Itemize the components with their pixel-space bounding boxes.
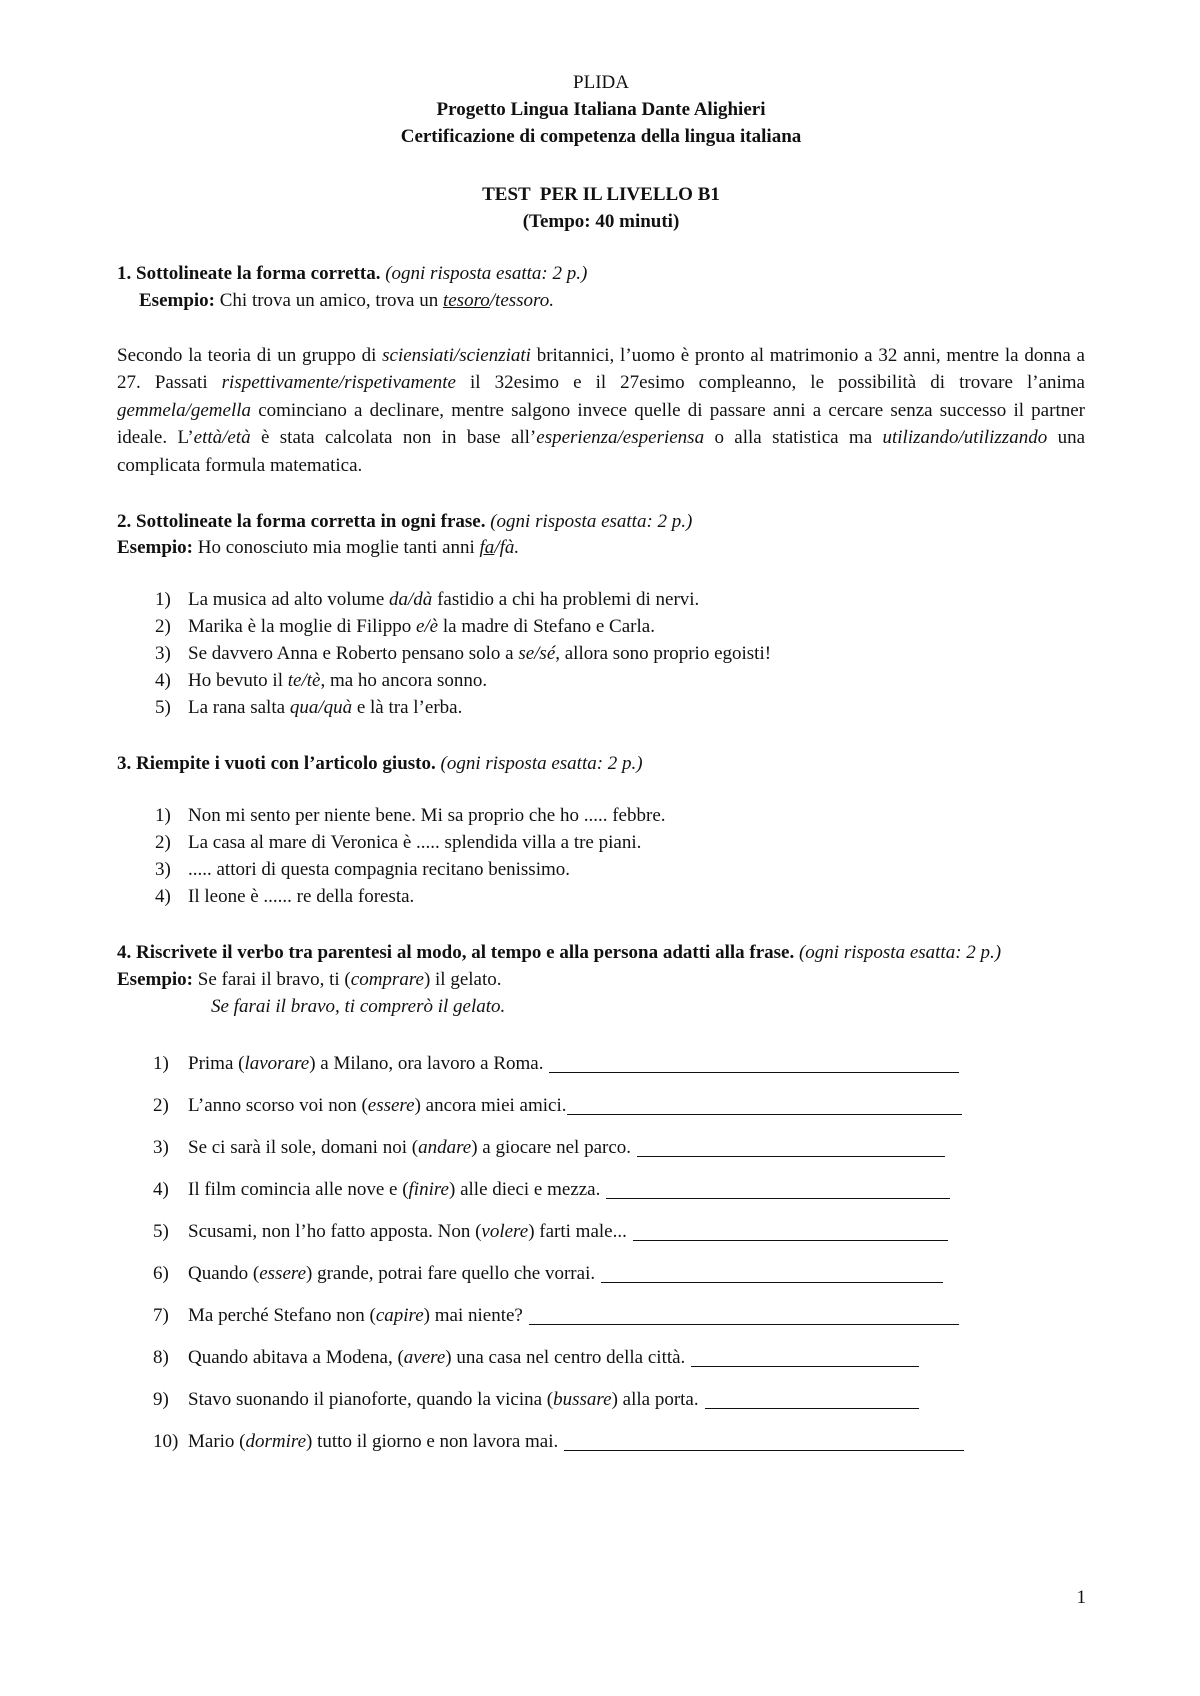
answer-line[interactable] <box>564 1429 964 1451</box>
list-item <box>117 614 1085 641</box>
item-text: Stavo suonando il pianoforte, quando la vicina ( <box>188 1389 554 1411</box>
section-4-note: (ogni risposta esatta: 2 p.) <box>798 942 1002 964</box>
para-text: cominciano a declinare, mentre salgono invece quelle di passare anni a cercare senza successo il partner ideale. L’ <box>117 399 1085 449</box>
example-label: Esempio: <box>117 537 193 559</box>
item-verb: capire <box>375 1305 424 1327</box>
test-time: (Tempo: 40 minuti) <box>522 210 680 232</box>
item-verb: bussare <box>553 1389 612 1411</box>
item-text: Ma perché Stefano non ( <box>188 1305 376 1327</box>
list-item <box>117 830 1085 857</box>
section-2-list <box>117 587 1085 722</box>
item-verb: finire <box>408 1179 449 1201</box>
item-text: e là tra l’erba. <box>356 697 463 719</box>
para-text: britannici, l’uomo è pronto al matrimonio a 32 anni, mentre la donna a 27. Passati <box>117 344 1085 394</box>
item-verb: andare <box>418 1137 472 1159</box>
item-number: 2) <box>155 832 171 854</box>
section-3-list <box>117 803 1085 911</box>
section-2 <box>117 509 1085 723</box>
example-correct-option: tesoro <box>442 289 490 311</box>
para-text: o alla statistica ma <box>714 427 873 449</box>
answer-line[interactable] <box>633 1219 948 1241</box>
item-text: ) farti male... <box>528 1221 627 1243</box>
item-number: 2) <box>153 1095 169 1117</box>
list-item <box>117 1135 1085 1177</box>
item-text: , ma ho ancora sonno. <box>320 670 488 692</box>
item-number: 1) <box>153 1053 169 1075</box>
example-label: Esempio: <box>117 969 193 991</box>
item-text: ) una casa nel centro della città. <box>445 1347 686 1369</box>
item-text: ) alla porta. <box>611 1389 699 1411</box>
item-text: Scusami, non l’ho fatto apposta. Non ( <box>188 1221 482 1243</box>
test-title-block <box>117 182 1085 236</box>
answer-line[interactable] <box>601 1261 943 1283</box>
section-1-paragraph <box>117 342 1085 480</box>
item-number: 5) <box>153 1221 169 1243</box>
para-text: una complicata formula matematica. <box>117 427 1085 476</box>
item-verb: dormire <box>245 1431 307 1453</box>
section-1-example <box>139 288 1085 315</box>
item-text: La rana salta <box>188 697 286 719</box>
item-text: , allora sono proprio egoisti! <box>555 643 772 665</box>
org-name: PLIDA <box>573 72 629 93</box>
section-4-title <box>117 940 1085 967</box>
item-number: 9) <box>153 1389 169 1411</box>
list-item <box>117 1219 1085 1261</box>
item-number: 10) <box>153 1431 179 1453</box>
section-3-title <box>117 751 1085 778</box>
answer-line[interactable] <box>549 1051 959 1073</box>
choice-option[interactable]: te/tè <box>287 670 321 692</box>
choice-option[interactable]: se/sé <box>518 643 556 665</box>
item-number: 8) <box>153 1347 169 1369</box>
example-text: Ho conosciuto mia moglie tanti anni <box>197 537 475 559</box>
section-1-title <box>117 261 1085 288</box>
list-item <box>117 1303 1085 1345</box>
item-text: Marika è la moglie di Filippo <box>188 616 412 638</box>
section-3 <box>117 751 1085 911</box>
list-item <box>117 1261 1085 1303</box>
item-text: Prima ( <box>188 1053 245 1075</box>
list-item <box>117 641 1085 668</box>
certification-name: Certificazione di competenza della lingua italiana <box>400 125 802 147</box>
section-4-heading: 4. Riscrivete il verbo tra parentesi al modo, al tempo e alla persona adatti alla frase. <box>117 942 795 964</box>
item-verb: volere <box>481 1221 529 1243</box>
item-text: ) a giocare nel parco. <box>471 1137 632 1159</box>
item-verb: avere <box>403 1347 446 1369</box>
item-number: 7) <box>153 1305 169 1327</box>
item-text: Se ci sarà il sole, domani noi ( <box>188 1137 419 1159</box>
example-verb: comprare <box>350 969 424 991</box>
document-header <box>117 70 1085 151</box>
answer-line[interactable] <box>529 1303 959 1325</box>
section-4 <box>117 940 1085 1471</box>
example-other-option: /fà. <box>494 537 520 559</box>
page-number: 1 <box>1076 1587 1086 1609</box>
item-text: Se davvero Anna e Roberto pensano solo a <box>188 643 514 665</box>
item-number: 3) <box>153 1137 169 1159</box>
section-1 <box>117 261 1085 480</box>
item-verb: essere <box>367 1095 415 1117</box>
test-title: TEST PER IL LIVELLO B1 <box>482 183 720 205</box>
list-item <box>117 668 1085 695</box>
list-item <box>117 1387 1085 1429</box>
item-number: 6) <box>153 1263 169 1285</box>
example-text: ) il gelato. <box>423 969 502 991</box>
section-2-title <box>117 509 1085 536</box>
section-2-heading: 2. Sottolineate la forma corretta in ogni frase. <box>117 510 486 532</box>
list-item <box>117 803 1085 830</box>
list-item <box>117 884 1085 911</box>
item-text: L’anno scorso voi non ( <box>188 1095 368 1117</box>
list-item <box>117 1093 1085 1135</box>
answer-line[interactable] <box>691 1345 919 1367</box>
item-number: 4) <box>155 670 171 692</box>
item-number: 4) <box>153 1179 169 1201</box>
section-2-example <box>117 535 1085 562</box>
answer-line[interactable] <box>637 1135 945 1157</box>
section-4-example <box>117 967 1085 994</box>
item-text[interactable]: La casa al mare di Veronica è ..... splendida villa a tre piani. <box>188 832 642 854</box>
answer-line[interactable] <box>606 1177 950 1199</box>
example-text: Chi trova un amico, trova un <box>219 289 439 311</box>
item-text[interactable]: ..... attori di questa compagnia recitano benissimo. <box>188 859 571 881</box>
choice-option[interactable]: da/dà <box>389 589 433 611</box>
item-text: Ho bevuto il <box>188 670 283 692</box>
item-text: Mario ( <box>188 1431 246 1453</box>
list-item <box>117 1051 1085 1093</box>
example-answer: Se farai il bravo, ti comprerò il gelato. <box>211 996 506 1018</box>
choice-option[interactable]: utilizando/utilizzando <box>882 427 1048 449</box>
item-verb: lavorare <box>244 1053 310 1075</box>
item-text: Quando ( <box>188 1263 260 1285</box>
section-3-note: (ogni risposta esatta: 2 p.) <box>440 753 643 775</box>
para-text: il 32esimo e il 27esimo compleanno, le possibilità di trovare l’anima <box>470 372 1085 394</box>
choice-option[interactable]: ettà/età <box>193 427 251 449</box>
item-number: 5) <box>155 697 171 719</box>
list-item <box>117 1177 1085 1219</box>
example-other-option: /tessoro. <box>489 289 554 311</box>
item-text: ) alle dieci e mezza. <box>449 1179 601 1201</box>
list-item <box>117 1345 1085 1387</box>
item-number: 1) <box>155 805 171 827</box>
item-text: La musica ad alto volume <box>188 589 385 611</box>
choice-option[interactable]: esperienza/esperiensa <box>536 427 705 449</box>
item-number: 3) <box>155 643 171 665</box>
item-text[interactable]: Non mi sento per niente bene. Mi sa proprio che ho ..... febbre. <box>188 805 666 827</box>
item-text: ) ancora miei amici. <box>414 1095 567 1117</box>
section-3-heading: 3. Riempite i vuoti con l’articolo giusto. <box>117 753 436 775</box>
item-number: 2) <box>155 616 171 638</box>
item-number: 1) <box>155 589 171 611</box>
section-1-heading: 1. Sottolineate la forma corretta. <box>117 262 381 284</box>
list-item <box>117 587 1085 614</box>
list-item <box>117 695 1085 722</box>
choice-option[interactable]: qua/quà <box>289 697 353 719</box>
item-text: ) grande, potrai fare quello che vorrai. <box>306 1263 596 1285</box>
document-page <box>117 70 1085 1471</box>
choice-option[interactable]: e/è <box>415 616 439 638</box>
item-text: la madre di Stefano e Carla. <box>442 616 655 638</box>
choice-option[interactable]: rispettivamente/rispetivamente <box>221 372 456 394</box>
para-text: Secondo la teoria di un gruppo di <box>117 344 377 366</box>
list-item <box>117 1429 1085 1471</box>
item-text: Il film comincia alle nove e ( <box>188 1179 409 1201</box>
example-text: Se farai il bravo, ti ( <box>197 969 351 991</box>
project-name: Progetto Lingua Italiana Dante Alighieri <box>436 98 766 120</box>
section-4-list <box>117 1051 1085 1471</box>
item-text: ) mai niente? <box>423 1305 523 1327</box>
item-number: 4) <box>155 886 171 908</box>
item-text: ) a Milano, ora lavoro a Roma. <box>309 1053 544 1075</box>
item-verb: essere <box>259 1263 307 1285</box>
choice-option[interactable]: gemmela/gemella <box>117 399 252 421</box>
list-item <box>117 857 1085 884</box>
choice-option[interactable]: sciensiati/scienziati <box>382 344 531 366</box>
item-text: fastidio a chi ha problemi di nervi. <box>437 589 700 611</box>
item-text: Quando abitava a Modena, ( <box>188 1347 404 1369</box>
item-text: ) tutto il giorno e non lavora mai. <box>306 1431 559 1453</box>
item-number: 3) <box>155 859 171 881</box>
section-2-note: (ogni risposta esatta: 2 p.) <box>490 510 693 532</box>
para-text: è stata calcolata non in base all’ <box>261 427 537 449</box>
example-label: Esempio: <box>139 289 215 311</box>
section-1-note: (ogni risposta esatta: 2 p.) <box>385 262 588 284</box>
item-text[interactable]: Il leone è ...... re della foresta. <box>188 886 415 908</box>
example-correct-option: fa <box>479 537 495 559</box>
answer-line[interactable] <box>705 1387 919 1409</box>
answer-line[interactable] <box>567 1093 962 1115</box>
